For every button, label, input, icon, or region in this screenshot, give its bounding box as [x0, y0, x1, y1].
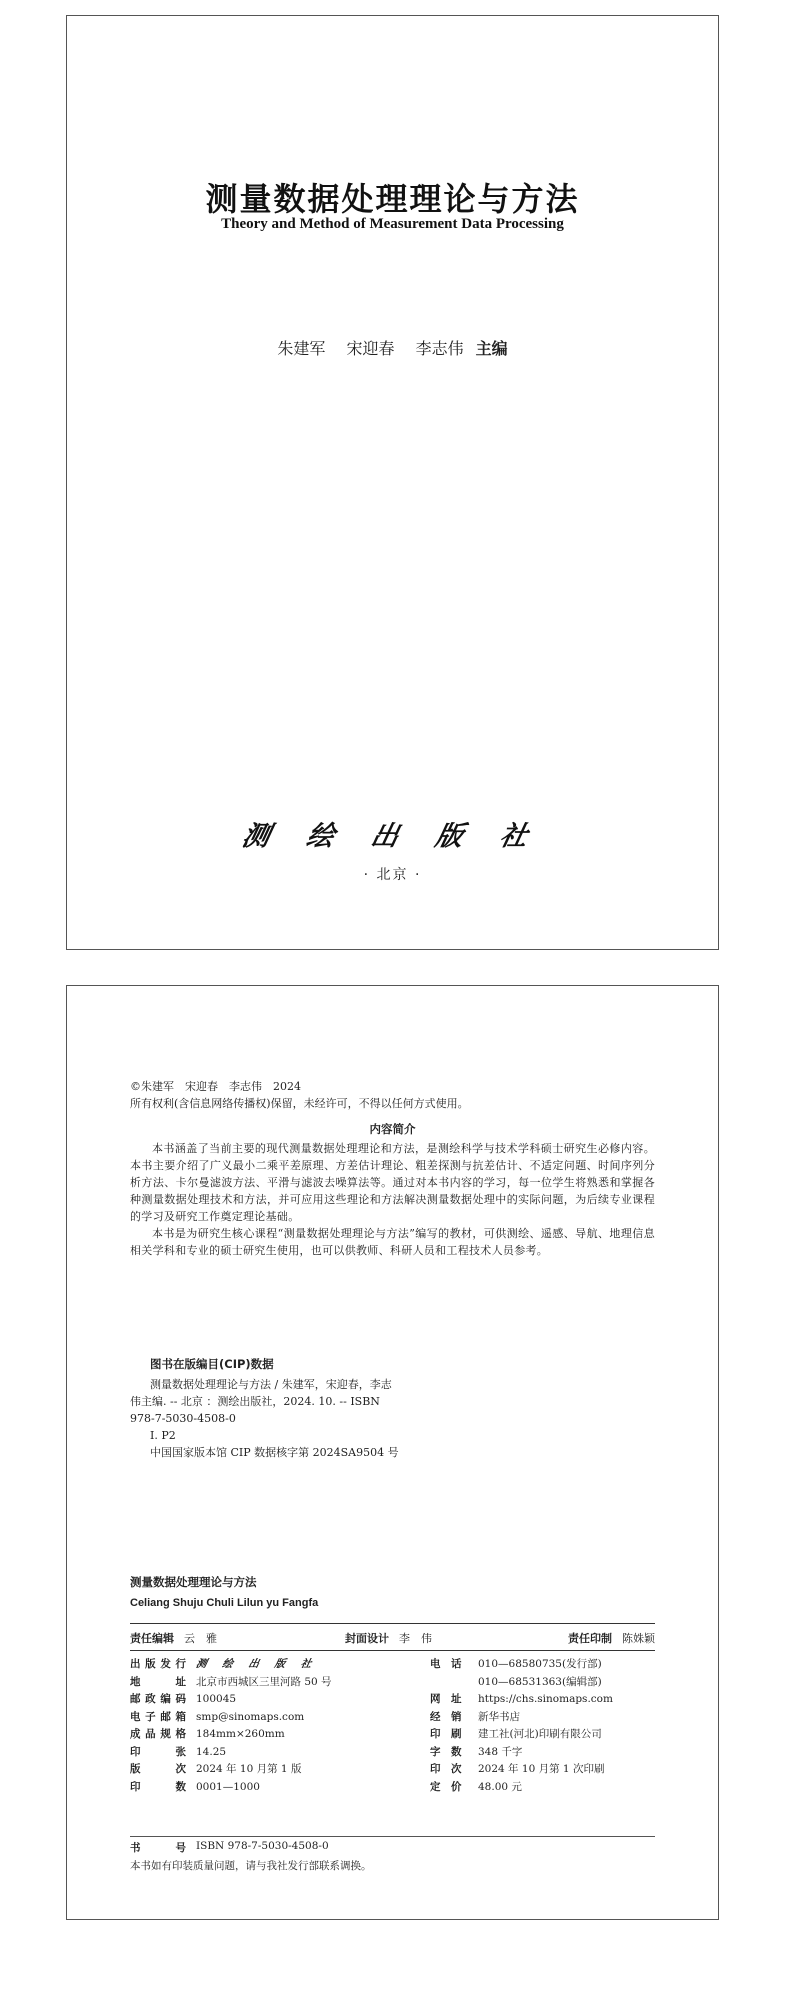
publication-value: 100045	[196, 1693, 237, 1705]
publication-cell	[130, 1779, 430, 1797]
publication-value: 建工社(河北)印刷有限公司	[478, 1728, 602, 1740]
publication-value: 2024 年 10 月第 1 次印刷	[478, 1763, 605, 1775]
isbn-value: ISBN 978-7-5030-4508-0	[196, 1840, 329, 1852]
publication-row	[130, 1709, 655, 1727]
publication-value: 010—68531363(编辑部)	[478, 1675, 602, 1688]
publication-row	[130, 1744, 655, 1762]
publication-label: 电 话	[430, 1658, 462, 1670]
publication-label: 字 数	[430, 1745, 462, 1758]
summary-paragraph: 本书涵盖了当前主要的现代测量数据处理理论和方法，是测绘科学与技术学科硕士研究生必修内容。本书主要介绍了广义最小二乘平差原理、方差估计理论、粗差探测与抗差估计、不适定问题、时间序列分析方法、卡尔曼滤波方法、平滑与滤波去噪算法等。通过对本书内容的学习，每一位学生将熟悉和掌握各种测量数据处理技术和方法，并可应用这些理论和方法解决测量数据处理中的实际问题，为后续专业课程的学习及研究工作奠定理论基础。	[130, 1142, 655, 1223]
publication-value: 14.25	[196, 1745, 227, 1758]
publication-value: 348 千字	[478, 1745, 523, 1758]
publication-cell	[130, 1691, 430, 1709]
content-summary	[130, 1121, 655, 1259]
book-title-en: Theory and Method of Measurement Data Processing	[221, 216, 564, 232]
copyright-page	[66, 985, 719, 1920]
quality-notice: 本书如有印装质量问题，请与我社发行部联系调换。	[130, 1860, 372, 1872]
author-name: 朱建军	[277, 339, 326, 358]
staff-label: 责任编辑	[130, 1632, 174, 1645]
publication-cell	[430, 1656, 655, 1674]
publisher-logo-small: 测 绘 出 版 社	[194, 1658, 319, 1670]
cip-title: 图书在版编目(CIP)数据	[150, 1357, 274, 1371]
publication-cell	[430, 1761, 655, 1779]
publication-cell	[430, 1709, 655, 1727]
cip-line: 978-7-5030-4508-0	[130, 1412, 236, 1425]
publication-row	[130, 1761, 655, 1779]
summary-title: 内容简介	[369, 1122, 416, 1136]
summary-paragraph: 本书是为研究生核心课程“测量数据处理理论与方法”编写的教材，可供测绘、遥感、导航、地理信息相关学科和专业的硕士研究生使用，也可以供教师、科研人员和工程技术人员参考。	[130, 1227, 655, 1257]
publication-label: 印 次	[430, 1763, 462, 1775]
publication-value: 2024 年 10 月第 1 版	[196, 1763, 302, 1775]
cip-line: 中国国家版本馆 CIP 数据核字第 2024SA9504 号	[150, 1446, 399, 1459]
publication-cell	[430, 1691, 655, 1709]
author-role: 主编	[475, 339, 508, 358]
publication-label: 地 址	[130, 1675, 186, 1688]
isbn-label: 书 号	[130, 1842, 186, 1854]
publication-value: 48.00 元	[478, 1780, 522, 1793]
copyright-block	[130, 1078, 655, 1112]
publication-row	[130, 1656, 655, 1674]
publication-label: 成品规格	[130, 1728, 186, 1740]
publication-cell	[430, 1726, 655, 1744]
publication-label: 定 价	[430, 1780, 462, 1793]
staff-cover	[345, 1630, 515, 1646]
publication-value: 北京市西城区三里河路 50 号	[196, 1675, 332, 1688]
divider	[130, 1623, 655, 1624]
title-page	[66, 15, 719, 950]
staff-value: 陈姝颖	[622, 1632, 655, 1645]
publication-label: 电子邮箱	[130, 1710, 186, 1723]
publication-cell	[130, 1744, 430, 1762]
publication-cell	[130, 1726, 430, 1744]
publication-cell	[430, 1674, 655, 1692]
publication-label: 网 址	[430, 1693, 462, 1705]
publication-label: 邮政编码	[130, 1693, 186, 1705]
publication-cell	[130, 1656, 430, 1674]
publication-value: 184mm×260mm	[196, 1728, 285, 1740]
publication-label: 经 销	[430, 1710, 462, 1723]
publication-value: https://chs.sinomaps.com	[478, 1693, 613, 1705]
staff-label: 责任印制	[568, 1632, 612, 1645]
publication-cell	[430, 1744, 655, 1762]
publication-row	[130, 1726, 655, 1744]
copyright-line: ©朱建军 宋迎春 李志伟 2024	[130, 1080, 301, 1093]
cip-block	[130, 1356, 655, 1461]
divider	[130, 1650, 655, 1651]
cip-line: Ⅰ. P2	[150, 1429, 176, 1442]
divider	[130, 1836, 655, 1837]
isbn-row	[130, 1840, 655, 1855]
publication-label: 印 数	[130, 1780, 186, 1793]
publisher-city: · 北京 ·	[363, 867, 422, 883]
book-pinyin: Celiang Shuju Chuli Lilun yu Fangfa	[130, 1597, 319, 1609]
publication-value: 010—68580735(发行部)	[478, 1658, 602, 1670]
author-name: 李志伟	[415, 339, 464, 358]
publication-row	[130, 1691, 655, 1709]
book-name: 测量数据处理理论与方法	[130, 1575, 257, 1589]
publication-table	[130, 1656, 655, 1796]
author-name: 宋迎春	[346, 339, 395, 358]
staff-print	[515, 1630, 655, 1646]
staff-value: 李 伟	[399, 1632, 432, 1645]
publisher-logo: 测 绘 出 版 社	[239, 821, 545, 852]
publication-value: 0001—1000	[196, 1780, 260, 1793]
publication-cell	[130, 1709, 430, 1727]
staff-row	[130, 1630, 655, 1646]
publication-label: 版 次	[130, 1763, 186, 1775]
publication-label: 出版发行	[130, 1658, 186, 1670]
publication-value: smp@sinomaps.com	[196, 1710, 305, 1723]
publication-value: 新华书店	[478, 1710, 520, 1723]
rights-line: 所有权利(含信息网络传播权)保留，未经许可，不得以任何方式使用。	[130, 1097, 469, 1110]
book-info	[130, 1574, 655, 1612]
publication-label: 印 张	[130, 1745, 186, 1758]
author-line	[67, 336, 718, 359]
staff-value: 云 雅	[184, 1632, 217, 1645]
publication-cell	[430, 1779, 655, 1797]
publication-cell	[130, 1674, 430, 1692]
publication-row	[130, 1674, 655, 1692]
publication-label: 印 刷	[430, 1728, 462, 1740]
book-title-cn: 测量数据处理理论与方法	[205, 180, 580, 218]
staff-editor	[130, 1630, 345, 1646]
publication-label	[430, 1674, 460, 1692]
staff-label: 封面设计	[345, 1632, 389, 1645]
cip-line: 伟主编. -- 北京 ：测绘出版社，2024. 10. -- ISBN	[130, 1395, 380, 1408]
publication-cell	[130, 1761, 430, 1779]
publication-row	[130, 1779, 655, 1797]
cip-line: 测量数据处理理论与方法 / 朱建军，宋迎春，李志	[150, 1378, 392, 1391]
